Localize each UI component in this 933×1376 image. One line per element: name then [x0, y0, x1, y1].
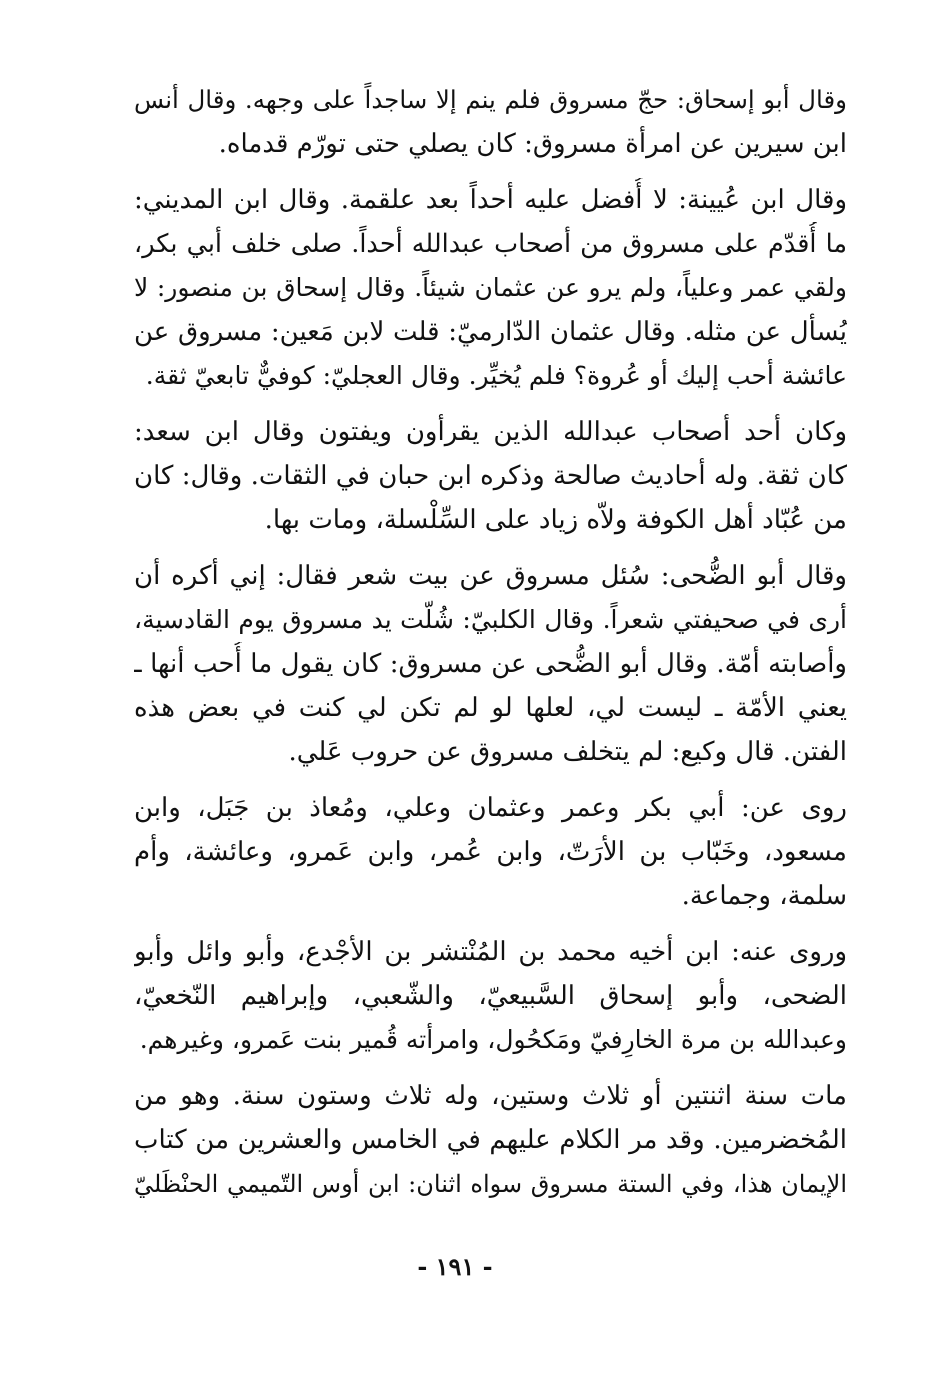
text-line: مسعود، وخَبّاب بن الأرَتّ، وابن عُمر، وابن عَمرو، وعائشة، وأم: [134, 837, 847, 867]
text-line: وقال أبو إسحاق: حجّ مسروق فلم ينم إلا ساجداً على وجهه. وقال أنس: [134, 85, 847, 114]
text-line: وقال ابن عُيينة: لا أُفضل عليه أحداً بعد علقمة. وقال ابن المديني:: [134, 185, 847, 215]
text-line: وكان أحد أصحاب عبدالله الذين يقرأون ويفتون وقال ابن سعد:: [134, 417, 847, 447]
text-line: يُسأل عن مثله. وقال عثمان الدّارميّ: قلت لابن مَعين: مسروق عن: [134, 317, 847, 347]
text-line: الضحى، وأبو إسحاق السَّبيعيّ، والشّعبي، وإبراهيم النّخعيّ،: [134, 981, 847, 1011]
text-line: من عُبّاد أهل الكوفة ولاّه زياد على السِّلْسلة، ومات بها.: [264, 505, 847, 535]
text-line: سلمة، وجماعة.: [681, 881, 847, 911]
paragraph-ashab-abdullah: [134, 410, 847, 542]
text-line: وعبدالله بن مرة الخارِفيّ ومَكحُول، وامرأته قُمير بنت عَمرو، وغيرهم.: [139, 1025, 847, 1054]
text-line: عائشة أحب إليك أو عُروة؟ فلم يُخيِّر. وقال العجليّ: كوفيٌّ تابعيّ ثقة.: [145, 361, 847, 390]
text-line: الفتن. قال وكيع: لم يتخلف مسروق عن حروب عَلي.: [288, 737, 847, 767]
text-line: ولقي عمر وعلياً، ولم يرو عن عثمان شيئاً. وقال إسحاق بن منصور: لا: [134, 273, 847, 302]
text-line: الإيمان هذا، وفي الستة مسروق سواه اثنان: ابن أوس التّميمي الحنْظَليّ: [134, 1170, 847, 1198]
text-line: روى عن: أبي بكر وعمر وعثمان وعلي، ومُعاذ بن جَبَل، وابن: [134, 793, 847, 823]
paragraph-death: [134, 1074, 847, 1206]
text-line: ما أُقدّم على مسروق من أصحاب عبدالله أحداً. صلى خلف أبي بكر،: [134, 229, 847, 259]
text-line: كان ثقة. وله أحاديث صالحة وذكره ابن حبان في الثقات. وقال: كان: [134, 461, 847, 491]
text-line: مات سنة اثنتين أو ثلاث وستين، وله ثلاث وستون سنة. وهو من: [134, 1081, 847, 1111]
page-body: [134, 78, 847, 1218]
text-line: وأصابته أمّة. وقال أبو الضُّحى عن مسروق: كان يقول ما أُحب أنها ـ: [134, 649, 847, 679]
paragraph-rawa-anhu: [134, 930, 847, 1062]
paragraph-ibn-uyayna: [134, 178, 847, 398]
page-number: - ١٩١ -: [417, 1252, 493, 1281]
text-line: ابن سيرين عن امرأة مسروق: كان يصلي حتى تورّم قدماه.: [218, 129, 847, 159]
paragraph-rawa-an: [134, 786, 847, 918]
text-line: وروى عنه: ابن أخيه محمد بن المُنْتشر بن الأجْدع، وأبو وائل وأبو: [134, 937, 847, 967]
text-line: أرى في صحيفتي شعراً. وقال الكلبيّ: شُلّت يد مسروق يوم القادسية،: [134, 605, 847, 634]
text-line: المُخضرمين. وقد مر الكلام عليهم في الخامس والعشرين من كتاب: [134, 1125, 847, 1155]
paragraph-abu-ishaq: [134, 78, 847, 166]
text-line: وقال أبو الضُّحى: سُئل مسروق عن بيت شعر فقال: إني أكره أن: [134, 561, 847, 591]
text-line: يعني الأمّة ـ ليست لي، لعلها لو لم تكن لي كنت في بعض هذه: [134, 693, 847, 723]
paragraph-abu-duha: [134, 554, 847, 774]
